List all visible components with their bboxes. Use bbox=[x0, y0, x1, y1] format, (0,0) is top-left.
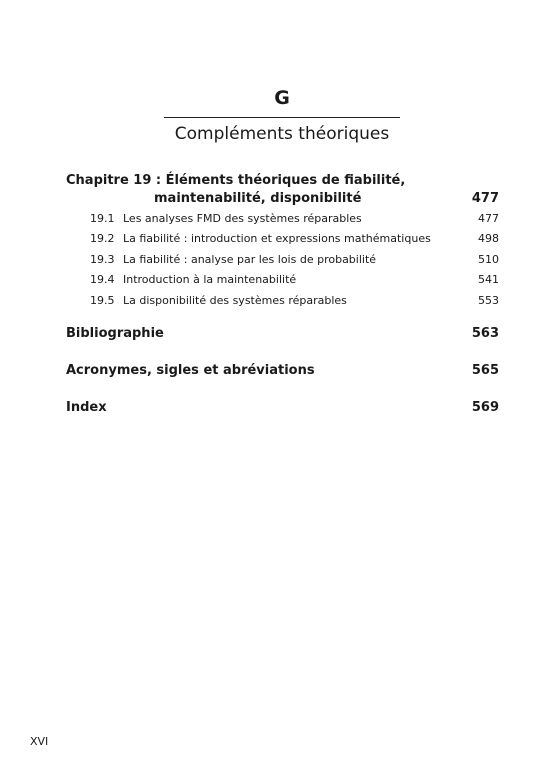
part-divider-rule bbox=[164, 117, 400, 118]
toc-chapter-19[interactable] bbox=[66, 172, 499, 208]
toc-section-19-1[interactable] bbox=[90, 211, 499, 231]
section-number: 19.4 bbox=[90, 273, 115, 287]
entry-title: Index bbox=[66, 400, 107, 415]
chapter-title-line1: Chapitre 19 : Éléments théoriques de fiabilité, bbox=[66, 173, 406, 188]
section-number: 19.2 bbox=[90, 232, 115, 246]
section-page-number: 498 bbox=[478, 232, 499, 246]
section-page-number: 541 bbox=[478, 273, 499, 287]
part-title: Compléments théoriques bbox=[174, 124, 390, 144]
section-title: La fiabilité : introduction et expressions mathématiques bbox=[123, 232, 431, 246]
toc-entry-acronymes[interactable] bbox=[66, 362, 499, 380]
section-number: 19.5 bbox=[90, 293, 115, 307]
section-title: La disponibilité des systèmes réparables bbox=[123, 293, 347, 307]
toc-section-19-5[interactable] bbox=[90, 293, 499, 313]
toc-entry-index[interactable] bbox=[66, 399, 499, 417]
chapter-page-number: 477 bbox=[471, 191, 499, 206]
section-title: Les analyses FMD des systèmes réparables bbox=[123, 212, 362, 225]
section-page-number: 477 bbox=[478, 212, 499, 225]
toc-section-19-3[interactable] bbox=[90, 252, 499, 272]
section-number: 19.3 bbox=[90, 252, 115, 266]
entry-page-number: 569 bbox=[471, 400, 499, 415]
toc-section-19-2[interactable] bbox=[90, 231, 499, 251]
section-page-number: 553 bbox=[478, 293, 499, 307]
chapter-sections-list bbox=[90, 211, 499, 313]
section-title: Introduction à la maintenabilité bbox=[123, 273, 297, 287]
entry-title: Bibliographie bbox=[66, 326, 164, 341]
toc-entry-bibliographie[interactable] bbox=[66, 325, 499, 343]
toc-section-19-4[interactable] bbox=[90, 272, 499, 292]
section-number: 19.1 bbox=[90, 212, 115, 225]
entry-title: Acronymes, sigles et abréviations bbox=[66, 363, 315, 378]
part-letter: G bbox=[274, 87, 290, 109]
page-folio: XVI bbox=[30, 735, 49, 748]
section-page-number: 510 bbox=[478, 252, 499, 266]
chapter-title-line2: maintenabilité, disponibilité bbox=[154, 191, 362, 206]
entry-page-number: 563 bbox=[471, 326, 499, 341]
entry-page-number: 565 bbox=[471, 363, 499, 378]
section-title: La fiabilité : analyse par les lois de probabilité bbox=[123, 252, 377, 266]
